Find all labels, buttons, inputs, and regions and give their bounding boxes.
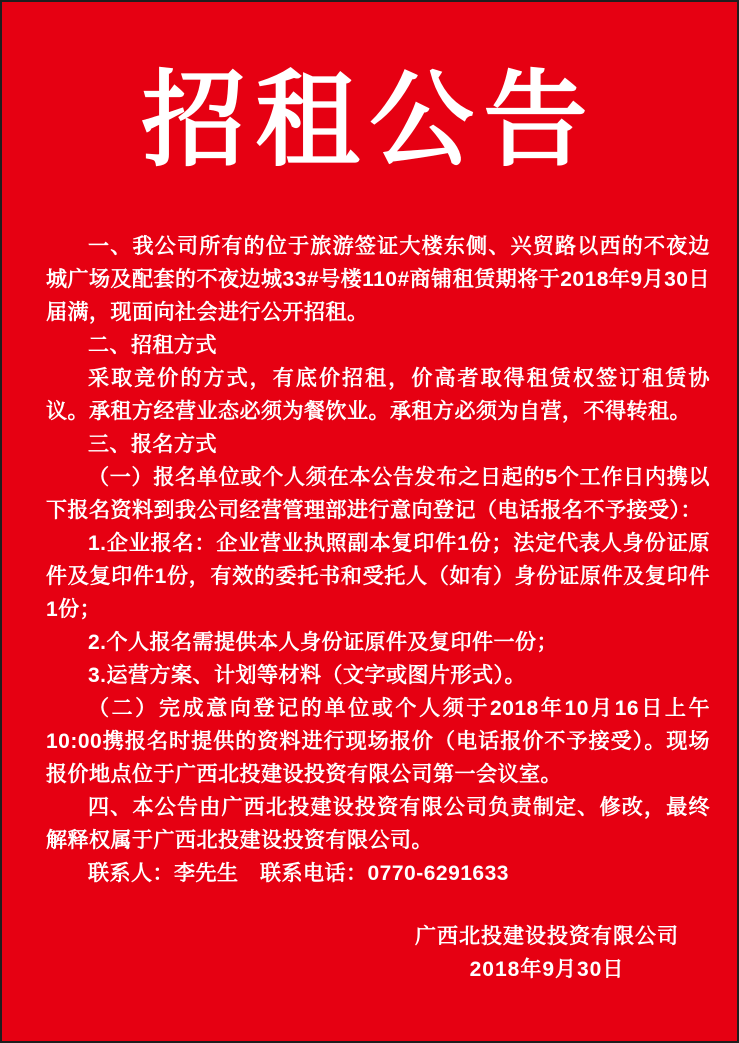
paragraph-enterprise-documents: 1.企业报名：企业营业执照副本复印件1份；法定代表人身份证原件及复印件1份，有效的委托书和受托人（如有）身份证原件及复印件1份； (46, 532, 710, 622)
contact-line: 联系人：李先生 联系电话：0770-6291633 (88, 862, 509, 886)
heading-section-2-rental-method: 二、招租方式 (88, 334, 217, 358)
signature-block (2, 920, 737, 986)
poster-title: 招租公告 (141, 64, 598, 179)
signature-date: 2018年9月30日 (469, 958, 625, 982)
signature-company: 广西北投建设投资有限公司 (415, 925, 679, 949)
paragraph-individual-documents: 2.个人报名需提供本人身份证原件及复印件一份； (88, 631, 559, 655)
paragraph-operation-plan: 3.运营方案、计划等材料（文字或图片形式）。 (88, 664, 527, 688)
heading-section-3-registration: 三、报名方式 (88, 433, 217, 457)
paragraph-registration-requirements: （一）报名单位或个人须在本公告发布之日起的5个工作日内携以下报名资料到我公司经营管理部进行意向登记（电话报名不予接受）： (46, 466, 710, 523)
paragraph-property-intro: 一、我公司所有的位于旅游签证大楼东侧、兴贸路以西的不夜边城广场及配套的不夜边城33#号楼110#商铺租赁期将于2018年9月30日届满，现面向社会进行公开招租。 (46, 235, 710, 325)
announcement-body (46, 230, 710, 890)
paragraph-onsite-bidding: （二）完成意向登记的单位或个人须于2018年10月16日上午10:00携报名时提供的资料进行现场报价（电话报价不予接受）。现场报价地点位于广西北投建设投资有限公司第一会议室。 (46, 697, 710, 787)
paragraph-interpretation-rights: 四、本公告由广西北投建设投资有限公司负责制定、修改，最终解释权属于广西北投建设投资有限公司。 (46, 796, 710, 853)
paragraph-bidding-method: 采取竞价的方式，有底价招租，价高者取得租赁权签订租赁协议。承租方经营业态必须为餐饮业。承租方必须为自营，不得转租。 (46, 367, 710, 424)
